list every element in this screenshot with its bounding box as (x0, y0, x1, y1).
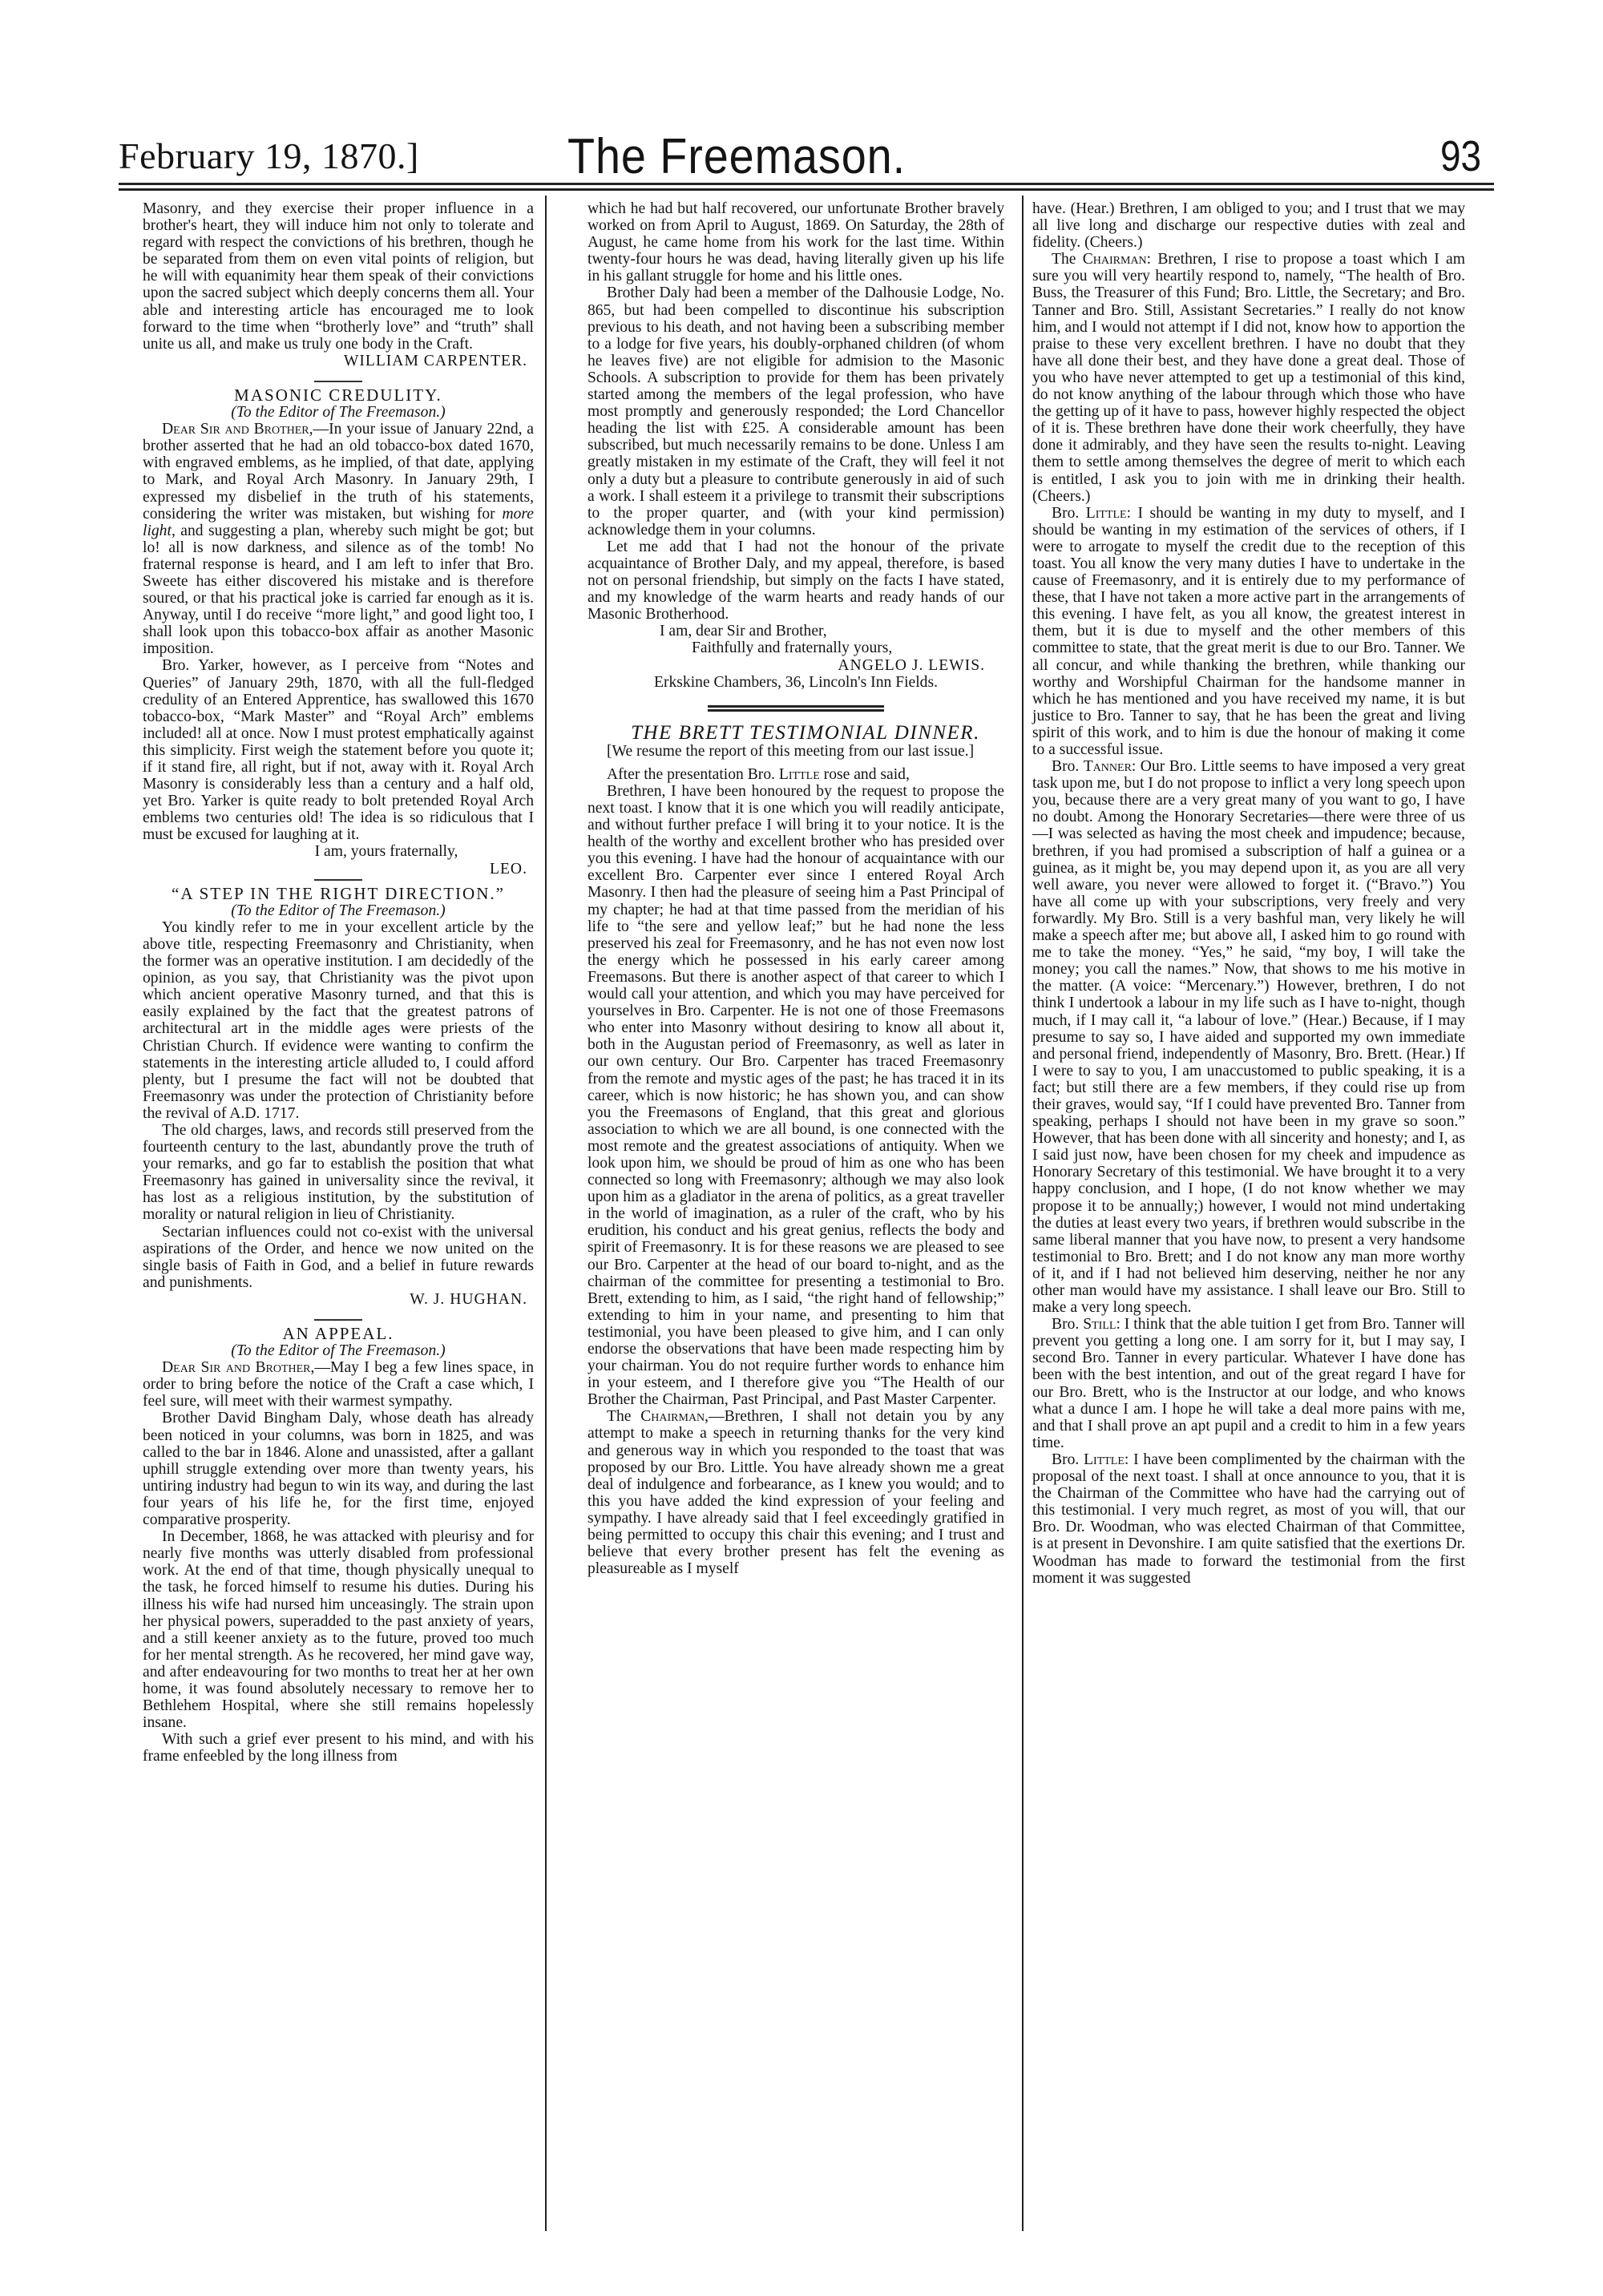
article-an-appeal (143, 1326, 534, 1765)
speaker-name: Little (1084, 1451, 1125, 1468)
body-paragraph: With such a grief ever present to his mind, and with his frame enfeebled by the long illness from (143, 1731, 534, 1765)
article-heading: MASONIC CREDULITY. (234, 385, 442, 405)
article-heading: “A STEP IN THE RIGHT DIRECTION.” (172, 883, 505, 903)
article-brett-testimonial-dinner (587, 721, 1004, 1578)
article-subheading: (To the Editor of The Freemason.) (231, 902, 446, 919)
article-masonic-credulity (143, 387, 534, 878)
emphasis: more light (143, 505, 534, 539)
body-paragraph: Masonry, and they exercise their proper influence in a brother's heart, they will induce him not only to tolerate and regard with respect the convictions of his brethren, though he be separated from them on even vital points of religion, but he will with equanimity hear them speak of their convictions upon the sacred subject which deeply concerns them all. Your able and interesting article has encouraged me to look forward to the time when “brotherly love” and “truth” shall unite us all, and make us truly one body in the Craft. (143, 200, 534, 353)
valediction: I am, yours fraternally, (314, 843, 458, 861)
body-paragraph: In December, 1868, he was attacked with pleurisy and for nearly five months was utterly disabled from professional work. At the end of that time, though physically unequal to the task, he forced himself to resume his duties. During his illness his wife had nursed him unceasingly. The strain upon her physical powers, superadded to the past anxiety of years, and a still keener anxiety as to the future, proved too much for her mental strength. As he recovered, her mind gave way, and after endeavouring for two months to treat her at her own home, it was found absolutely necessary to remove her to Bethlehem Hospital, where she still remains hopelessly insane. (143, 1528, 534, 1732)
body-paragraph: The old charges, laws, and records still preserved from the fourteenth century to the last, abundantly prove the truth of your remarks, and go far to establish the position that what Freemasonry has gained in universality since the revival, it has lost as a religious institution, by the substitution of morality or natural religion in lieu of Christianity. (143, 1121, 534, 1224)
body-paragraph: Bro. Yarker, however, as I perceive from “Notes and Queries” of January 29th, 1870, with all the full-fledged credulity of an Entered Apprentice, has swallowed this 1670 tobacco-box, “Mark Master” and “Royal Arch” emblems included! all at once. Now I must protest emphatically against this simplicity. First weigh the statement before you quote it; if it stand fire, all right, but if not, away with it. Royal Arch Masonry is considerably less than a century and a half old, yet Bro. Yarker is quite ready to bolt pretended Royal Arch emblems two centuries old! The idea is so ridiculous that I must be excused for laughing at it. (143, 657, 534, 844)
column-right (1032, 200, 1465, 1587)
issue-date: February 19, 1870.] (119, 135, 419, 176)
body-paragraph: You kindly refer to me in your excellent article by the above title, respecting Freemasonry and Christianity, when the former was an operative institution. I am decidedly of the opinion, as you say, that Christianity was the pivot upon which ancient operative Masonry turned, and that this is easily explained by the fact that the greatest patrons of architectural art in the middle ages were priests of the Christian Church. If evidence were wanting to confirm the statements in the interesting article alluded to, I could afford plenty, but I presume the fact will not be doubted that Freemasonry was under the protection of Christianity before the revival of A.D. 1717. (143, 918, 534, 1122)
masthead-double-rule (119, 183, 1494, 191)
article-subheading: (To the Editor of The Freemason.) (231, 404, 446, 422)
article-carpenter-letter-continued (143, 200, 534, 369)
speech-paragraph: Bro. Little: I have been complimented by the chairman with the proposal of the next toast. I shall at once announce to you, that it is the Chairman of the Committee who have had the carrying out of this testimonial. I very much regret, as most of you will, that our Bro. Dr. Woodman, who was elected Chairman of that Committee, is at present in Devonshire. I am quite satisfied that the exertions Dr. Woodman has made to forward the testimonial from the first moment it was suggested (1032, 1451, 1465, 1587)
body-paragraph: Dear Sir and Brother,—May I beg a few lines space, in order to bring before the notice of the Craft a case which, I feel sure, will meet with their warmest sympathy. (143, 1359, 535, 1410)
column-left (143, 200, 534, 1765)
speech-paragraph: Bro. Tanner: Our Bro. Little seems to have imposed a very great task upon me, but I do not propose to inflict a very long speech upon you, because there are a very great many of you want to go, I have no doubt. Among the Honorary Secretaries—there were three of us—I was selected as having the most cheek and impudence; because, brethren, if you had promised a subscription of half a guinea or a guinea, as it might be, you may depend upon it, as you are all very well aware, you never were allowed to forget it. (“Bravo.”) You have all come up with your subscriptions, very freely and very forwardly. My Bro. Still is a very bashful man, very likely he will make a speech after me; but above all, I asked him to go round with me to take the money. “Yes,” he said, “my boy, I will take the money; you call the names.” Now, that shows to me his motive in the matter. (A voice: “Mercenary.”) However, brethren, I do not think I undertook a labour in my life such as I have to-night, though much, if I may call it, “a labour of love.” (Hear.) Because, if I may presume to say so, I have aided and supported my own immediate and personal friend, independently of Masonry, Bro. Brett. (Hear.) If I were to say to you, I am unaccustomed to public speaking, it is a fact; but still there are a few members, if they could rise up from their graves, would say, “If I could have prevented Bro. Tanner from speaking, perhaps I should not have been in my grave so soon.” However, that has been done with all sincerity and honesty; and I, as I said just now, have been chosen for my cheek and impudence as Honorary Secretary of this testimonial. We have brought it to a very happy conclusion, and I hope, (I do not know whether we may propose it to be annually;) however, I would not mind undertaking the duties at least every two years, if brethren would subscribe in the same liberal manner that you have now, to present a very handsome testimonial to Bro. Brett; and I do not know any man more worthy of it, and if I had not believed him deserving, neither he nor any other man would have my assistance. I shall leave our Bro. Still to make a very long speech. (1032, 758, 1466, 1317)
speaker-name: Little (1085, 504, 1127, 522)
speaker-name: Still (1083, 1316, 1116, 1334)
section-divider (314, 381, 362, 382)
speaker-name: Tanner (1083, 758, 1132, 776)
column-divider-left (545, 196, 547, 2231)
body-paragraph: Brother David Bingham Daly, whose death has already been noticed in your columns, was born in 1825, and was called to the bar in 1846. Alone and unassisted, after a gallant uphill struggle extending over more than twenty years, his untiring industry had begun to win its way, and during the last four years of his life he, for the first time, enjoyed comparative prosperity. (143, 1410, 534, 1529)
signature: LEO. (490, 860, 527, 878)
speech-paragraph: The Chairman: Brethren, I rise to propose a toast which I am sure you will very heartily respond to, namely, “The health of Bro. Buss, the Treasurer of this Fund; Bro. Little, the Secretary; and Bro. Tanner and Bro. Still, Assistant Secretaries.” I really do not know him, and I would not attempt if I did not, know how to apportion the praise to these very excellent brethren. I have no doubt that they have all done their best, and they have done a great deal. Those of you who have never attempted to get up a testimonial of this kind, do not know anything of the labour through which those who have the getting up of it have to pass, however highly respected the object of it is. These brethren have done their work cheerfully, they have done it admirably, and they have seen the results to-night. Leaving them to settle among themselves the degree of merit to which each is entitled, I ask you to join with me in drinking their health. (Cheers.) (1032, 251, 1465, 505)
signature: ANGELO J. LEWIS. (838, 656, 985, 674)
article-brett-testimonial-dinner-continued (1032, 200, 1465, 1587)
article-heading: THE BRETT TESTIMONIAL DINNER. (631, 721, 980, 744)
salutation: Dear Sir and Brother, (162, 1359, 315, 1377)
signature: WILLIAM CARPENTER. (343, 352, 527, 369)
column-divider-right (1022, 196, 1024, 2231)
section-divider (314, 1319, 362, 1321)
salutation: Dear Sir and Brother, (162, 421, 313, 438)
article-an-appeal-continued (587, 200, 1004, 691)
speaker-name: Chairman (1082, 251, 1147, 268)
body-paragraph: Sectarian influences could not co-exist with the universal aspirations of the Order, and hence we now united on the single basis of Faith in God, and a belief in future rewards and punishments. (143, 1223, 534, 1291)
article-heading: AN APPEAL. (282, 1324, 394, 1343)
editor-note: [We resume the report of this meeting from our last issue.] (607, 742, 975, 760)
valediction: Faithfully and fraternally yours, (692, 640, 893, 657)
body-paragraph: which he had but half recovered, our unfortunate Brother bravely worked on from April to August, 1869. On Saturday, the 28th of August, he came home from his work for the last time. Within twenty-four hours he was dead, having literally given up his life in his gallant struggle for home and his little ones. (587, 200, 1004, 285)
speech-paragraph: The Chairman,—Brethren, I shall not detain you by any attempt to make a speech in returning thanks for the very kind and generous way in which you responded to the toast that was proposed by our Bro. Little. You have already shown me a great deal of indulgence and forbearance, as I knew you would; and to this you have added the kind expression of your feeling and sympathy. I have already said that I feel exceedingly gratified in being permitted to occupy this chair this evening; and I trust and believe that every brother present has felt the evening as pleasureable as I myself (587, 1408, 1004, 1578)
address: Erkskine Chambers, 36, Lincoln's Inn Fields. (654, 673, 938, 691)
speech-paragraph: Bro. Still: I think that the able tuition I get from Bro. Tanner will prevent you getting a long one. I am sorry for it, but I may say, I second Bro. Tanner in every particular. Whatever I have done has been with the best intention, and out of the great regard I have for our Bro. Brett, who is the Instructor at our lodge, and who knows what a dunce I am. I hope he will take a deal more pains with me, and that I shall prove an apt pupil and a credit to him in a few years time. (1032, 1316, 1465, 1451)
page-number: 93 (1439, 132, 1481, 180)
valediction: I am, dear Sir and Brother, (660, 623, 827, 640)
column-middle (587, 200, 1004, 1577)
speech-paragraph: Bro. Little: I should be wanting in my duty to myself, and I should be wanting in my estimation of the services of others, if I were to arrogate to myself the credit due to the reception of this toast. You all know the very many duties I have to undertake in the cause of Freemasonry, and it is entirely due to my performance of these, that I have not taken a more active part in the arrangements of this evening. I have felt, as you all know, the greatest interest in them, but it is due to myself and the other members of this committee to state, that the great merit is due to our Bro. Tanner. We all concur, and while thanking the brethren, while thanking our worthy and Worshipful Chairman for the handsome manner in which he has mentioned and you have received my name, it is but justice to Bro. Tanner to say, that he has been the great and living spirit of this work, and to him is due the honour of making it come to a successful issue. (1032, 504, 1466, 758)
article-subheading: (To the Editor of The Freemason.) (231, 1342, 446, 1360)
signature: W. J. HUGHAN. (410, 1290, 527, 1308)
speech-paragraph: have. (Hear.) Brethren, I am obliged to you; and I trust that we may all live long and discharge our respective duties with zeal and fidelity. (Cheers.) (1032, 200, 1465, 252)
body-paragraph: Let me add that I had not the honour of the private acquaintance of Brother Daly, and my appeal, therefore, is based not on personal friendship, but simply on the facts I have stated, and my knowledge of the warm hearts and ready hands of our Masonic Brotherhood. (587, 538, 1004, 623)
section-double-rule (708, 705, 884, 712)
masthead (119, 128, 1481, 184)
speaker-name: Little (778, 765, 820, 783)
speaker-name: Chairman (640, 1408, 705, 1426)
article-step-right-direction (143, 883, 534, 1308)
section-divider (314, 879, 362, 881)
speech-paragraph: Brethren, I have been honoured by the request to propose the next toast. I know that it is one which you will readily anticipate, and without further preface I will bring it to your notice. It is the health of the worthy and excellent brother who has presided over you this evening. I have had the honour of acquaintance with our excellent Bro. Carpenter ever since I entered Royal Arch Masonry. I then had the pleasure of seeing him a Past Principal of my chapter; he had at that time passed from the meridian of his life to “the sere and yellow leaf;” but he had none the less preserved his zeal for Freemasonry, and he has not even now lost the energy which he possessed in his early career among Freemasons. But there is another aspect of that career to which I would call your attention, and which you may have perceived for yourselves in Bro. Carpenter. He is not one of those Freemasons who enter into Masonry without desiring to know all about it, both in the Augustan period of Freemasonry, as well as later in our own century. Our Bro. Carpenter has traced Freemasonry from the remote and mystic ages of the past; he has traced it in its career, which is now historic; he has shown you, and can show you the Freemasons of England, that this great and glorious association to which we are all bound, is one connected with the most remote and the greatest associations of antiquity. When we look upon him, we should be proud of him as one who has been connected so long with Freemasonry; although we may also look upon him as a gladiator in the arena of politics, as a great traveller in the world of imagination, as a ruler of the craft, who by his erudition, his conduct and his great genius, reflects the body and spirit of Freemasonry. It is for these reasons we are pleased to see our Bro. Carpenter at the head of our board to-night, and as the chairman of the committee for presenting a testimonial to Bro. Brett, extending to him, as I said, “the right hand of fellowship;” extending to him in your name, and presenting to him that testimonial, you have been pleased to give him, and I can only endorse the observations that have been made respecting him by your chairman. You do not require further words to enhance him in your esteem, and I therefore give you “The Health of our Brother the Chairman, Past Principal, and Past Master Carpenter. (587, 782, 1004, 1409)
body-paragraph: Dear Sir and Brother,—In your issue of January 22nd, a brother asserted that he had an old tobacco-box dated 1670, with engraved emblems, as he implied, of that date, applying to Mark, and Royal Arch Masonry. In January 29th, I expressed my disbelief in the truth of his statements, considering the writer was mistaken, but wishing for more light, and suggesting a plan, whereby such might be got; but lo! all is now darkness, and silence as of the tomb! No fraternal response is heard, and I am left to infer that Bro. Sweete has either discovered his mistake and is therefore soured, or that his practical joke is carried far enough as it is. Anyway, until I do receive “more light,” and good light too, I shall look upon this tobacco-box affair as another Masonic imposition. (143, 421, 534, 658)
body-paragraph: Brother Daly had been a member of the Dalhousie Lodge, No. 865, but had been compelled to discontinue his subscription previous to his death, and not having been a subscribing member to a lodge for five years, his doubly-orphaned children (of whom he leaves five) are not eligible for admision to the Masonic Schools. A subscription to provide for them has been privately started among the members of the legal profession, who have most promptly and generously responded; the Lord Chancellor heading the list with £25. A considerable amount has been subscribed, but much necessarily remains to be done. Unless I am greatly mistaken in my estimate of the Craft, they will feel it not only a duty but a pleasure to contribute generously in aid of such a work. I shall esteem it a privilege to transmit their subscriptions to the proper quarter, and (with your kind permission) acknowledge them in your columns. (587, 284, 1004, 539)
body-paragraph: After the presentation Bro. Little rose and said, (607, 765, 910, 783)
publication-title: The Freemason. (567, 129, 906, 184)
